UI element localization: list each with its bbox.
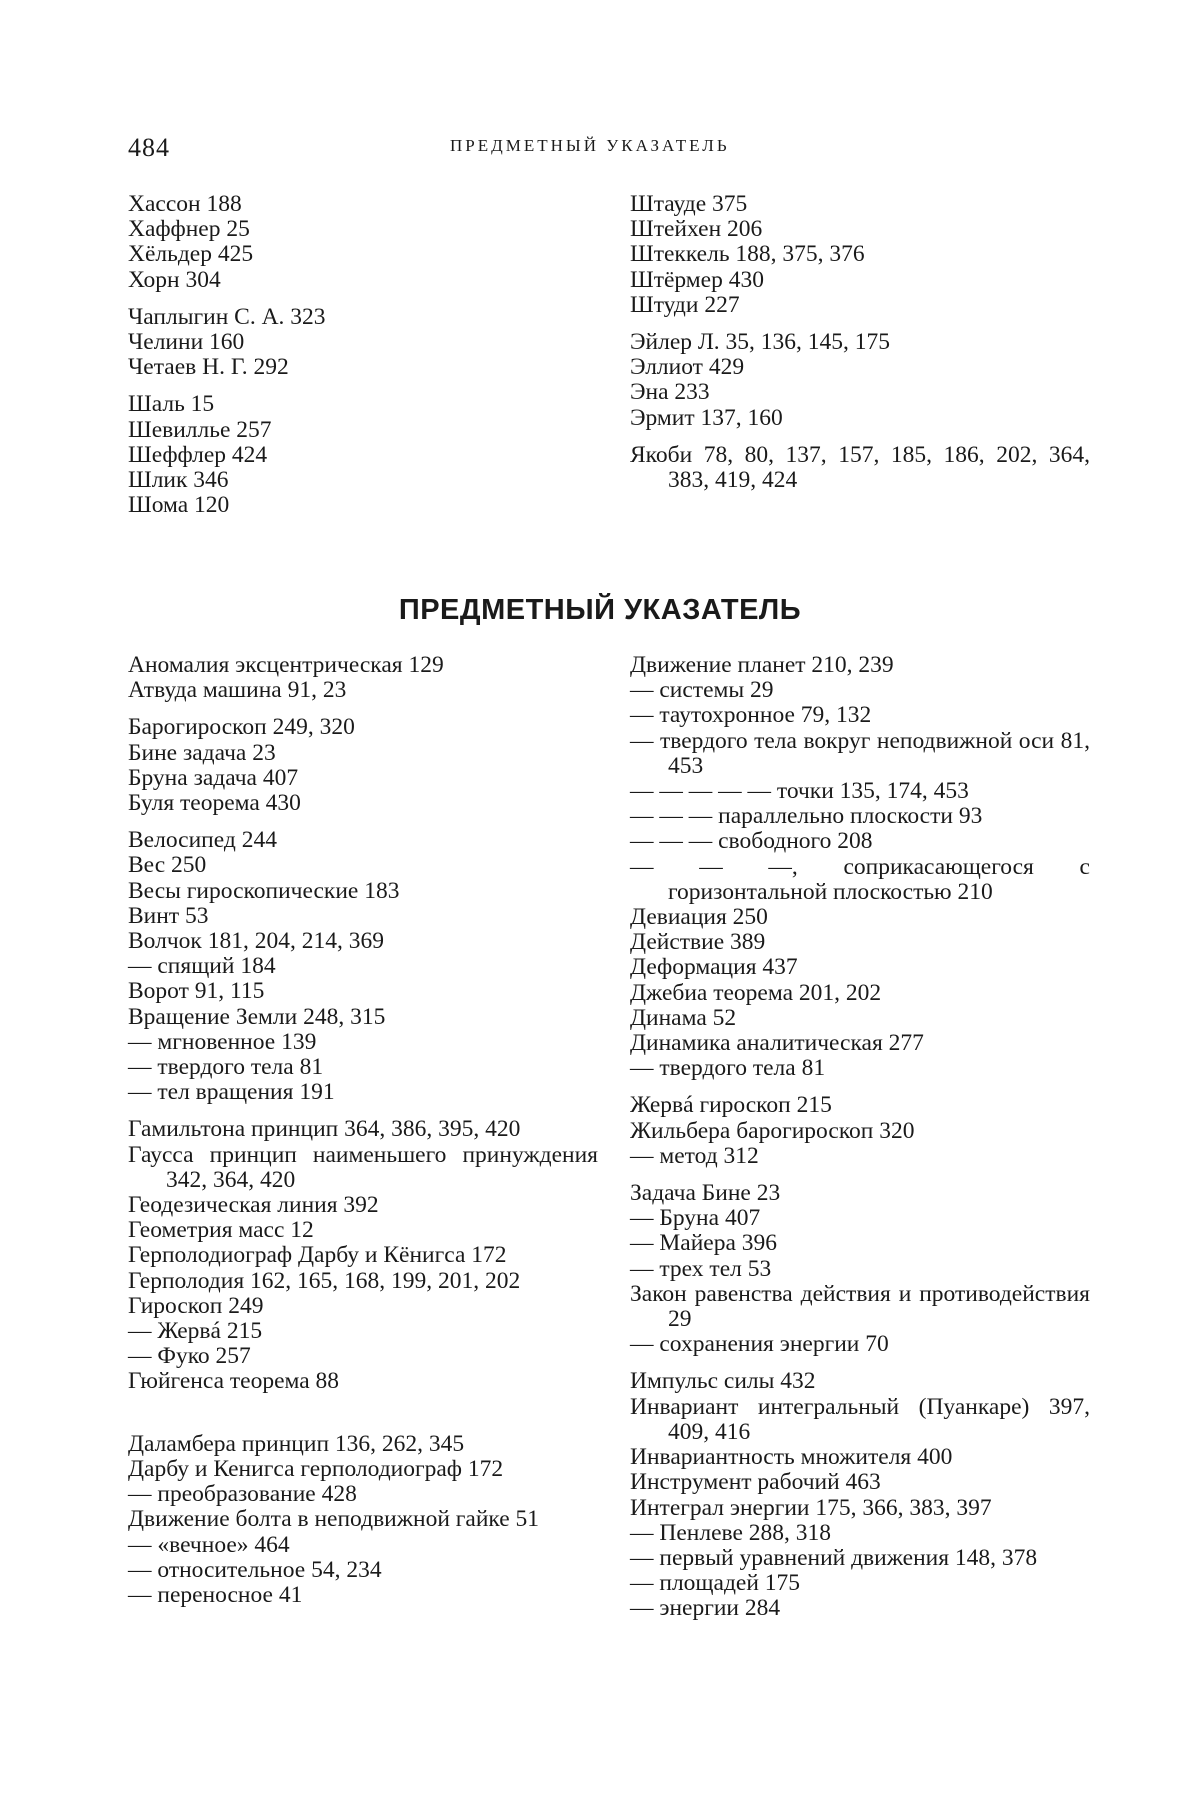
page-number: 484 <box>128 133 170 162</box>
index-entry: Геометрия масс 12 <box>128 1217 314 1244</box>
index-entry: Аномалия эксцентрическая 129 <box>128 652 444 678</box>
index-entry: Инвариант интегральный (Пуанкаре) 397, 409, 416 <box>630 1393 1090 1445</box>
index-entry: Штуди 227 <box>630 291 740 318</box>
index-entry: Весы гироскопические 183 <box>128 877 400 904</box>
index-entry: Штауде 375 <box>630 191 748 217</box>
index-entry: — системы 29 <box>630 677 774 704</box>
index-entry: Шлик 346 <box>128 467 229 494</box>
index-entry: — метод 312 <box>630 1142 759 1169</box>
index-entry: Волчок 181, 204, 214, 369 <box>128 928 384 955</box>
index-group <box>630 330 1090 431</box>
index-entry: Эллиот 429 <box>630 354 745 381</box>
index-entry: Движение планет 210, 239 <box>630 652 894 678</box>
index-entry: — Майера 396 <box>630 1230 778 1257</box>
index-entry: — твердого тела вокруг неподвижной оси 81, 453 <box>630 727 1090 779</box>
index-entry: Закон равенства действия и противодействия 29 <box>630 1280 1090 1333</box>
index-entry: — таутохронное 79, 132 <box>630 702 872 729</box>
index-entry: Челини 160 <box>128 329 245 356</box>
index-entry: Геодезическая линия 392 <box>128 1192 379 1219</box>
index-entry: — Пенлеве 288, 318 <box>630 1519 832 1546</box>
index-group <box>630 443 1090 493</box>
index-entry: — Фуко 257 <box>128 1343 251 1370</box>
index-entry: Бине задача 23 <box>128 739 276 766</box>
index-entry: Эйлер Л. 35, 136, 145, 175 <box>630 329 891 356</box>
index-entry: Герполодиограф Дарбу и Кёнигса 172 <box>128 1242 507 1269</box>
index-entry: — — — параллельно плоскости 93 <box>630 803 983 830</box>
index-entry: — спящий 184 <box>128 953 276 980</box>
index-entry: Жильбера барогироскоп 320 <box>630 1117 915 1144</box>
index-group <box>128 828 598 1105</box>
index-entry: Атвуда машина 91, 23 <box>128 677 347 704</box>
index-entry: — Бруна 407 <box>630 1205 761 1232</box>
index-entry: Штейхен 206 <box>630 216 763 243</box>
index-entry: Хорн 304 <box>128 266 221 293</box>
index-entry: Штёрмер 430 <box>630 266 764 293</box>
index-entry: Жервá гироскоп 215 <box>630 1092 832 1119</box>
index-entry: — первый уравнений движения 148, 378 <box>630 1544 1038 1571</box>
index-entry: — — —, соприкасающегося с горизонтальной плоскостью 210 <box>630 853 1090 905</box>
subject-index-right-column <box>630 653 1090 1622</box>
index-entry: Гамильтона принцип 364, 386, 395, 420 <box>128 1116 521 1143</box>
index-entry: Шаль 15 <box>128 391 215 418</box>
index-group <box>630 1181 1090 1357</box>
index-entry: — относительное 54, 234 <box>128 1556 382 1583</box>
index-entry: — тел вращения 191 <box>128 1079 335 1106</box>
index-entry: Гироскоп 249 <box>128 1292 264 1319</box>
index-group <box>630 192 1090 318</box>
index-entry: Движение болта в неподвижной гайке 51 <box>128 1506 540 1533</box>
index-group <box>630 653 1090 1081</box>
index-entry: Импульс силы 432 <box>630 1368 816 1395</box>
index-entry: Интеграл энергии 175, 366, 383, 397 <box>630 1494 992 1521</box>
index-entry: — мгновенное 139 <box>128 1028 317 1055</box>
index-entry: Динамика аналитическая 277 <box>630 1030 924 1057</box>
index-entry: Динама 52 <box>630 1004 737 1031</box>
index-entry: Штеккель 188, 375, 376 <box>630 241 865 268</box>
index-entry: Вес 250 <box>128 852 207 879</box>
index-entry: — сохранения энергии 70 <box>630 1331 889 1358</box>
index-entry: Даламбера принцип 136, 262, 345 <box>128 1430 465 1457</box>
index-entry: Чаплыгин С. А. 323 <box>128 303 326 330</box>
index-entry: Буля теорема 430 <box>128 790 301 817</box>
index-entry: Шома 120 <box>128 492 230 519</box>
index-entry: Велосипед 244 <box>128 827 277 854</box>
index-entry: Девиация 250 <box>630 904 768 931</box>
subject-index-left-column <box>128 653 598 1608</box>
index-entry: Гюйгенса теорема 88 <box>128 1368 340 1395</box>
index-entry: — энергии 284 <box>630 1595 781 1622</box>
index-entry: Эрмит 137, 160 <box>630 404 783 431</box>
index-entry: Хёльдер 425 <box>128 241 254 268</box>
index-group <box>128 715 598 816</box>
index-entry: Вращение Земли 248, 315 <box>128 1003 386 1030</box>
index-group <box>128 305 508 381</box>
index-entry: — переносное 41 <box>128 1581 303 1608</box>
index-entry: — преобразование 428 <box>128 1481 357 1508</box>
index-entry: Шевиллье 257 <box>128 416 272 443</box>
index-group <box>128 1432 598 1608</box>
index-entry: Хассон 188 <box>128 191 242 217</box>
index-entry: Гаусса принцип наименьшего принуждения 342, 364, 420 <box>128 1141 598 1193</box>
index-entry: Якоби 78, 80, 137, 157, 185, 186, 202, 364, 383, 419, 424 <box>630 441 1090 494</box>
index-entry: Деформация 437 <box>630 954 798 981</box>
index-entry: Эна 233 <box>630 379 710 406</box>
name-index-left-column <box>128 192 508 518</box>
index-entry: — — — свободного 208 <box>630 828 873 855</box>
index-group <box>630 1369 1090 1621</box>
index-entry: Действие 389 <box>630 929 766 956</box>
index-entry: — твердого тела 81 <box>630 1055 826 1082</box>
index-entry: Винт 53 <box>128 902 209 929</box>
index-entry: — твердого тела 81 <box>128 1054 324 1081</box>
index-entry: Четаев Н. Г. 292 <box>128 354 289 381</box>
index-entry: — — — — — точки 135, 174, 453 <box>630 778 969 805</box>
index-group <box>128 392 508 518</box>
index-group <box>128 1117 598 1394</box>
index-entry: Хаффнер 25 <box>128 216 250 243</box>
index-entry: — трех тел 53 <box>630 1255 772 1282</box>
index-group <box>128 653 598 703</box>
index-entry: Дарбу и Кенигса герполодиограф 172 <box>128 1455 504 1482</box>
index-entry: Шеффлер 424 <box>128 441 268 468</box>
section-title: ПРЕДМЕТНЫЙ УКАЗАТЕЛЬ <box>398 594 802 626</box>
index-entry: Инструмент рабочий 463 <box>630 1469 881 1496</box>
index-group <box>128 192 508 293</box>
index-entry: Барогироскоп 249, 320 <box>128 714 355 741</box>
index-entry: Инвариантность множителя 400 <box>630 1444 953 1471</box>
index-entry: Бруна задача 407 <box>128 764 299 791</box>
index-entry: — площадей 175 <box>630 1570 801 1597</box>
index-entry: — «вечное» 464 <box>128 1531 290 1558</box>
name-index-right-column <box>630 192 1090 493</box>
index-entry: Герполодия 162, 165, 168, 199, 201, 202 <box>128 1267 521 1294</box>
index-entry: Ворот 91, 115 <box>128 978 265 1005</box>
running-head: ПРЕДМЕТНЫЙ УКАЗАТЕЛЬ <box>450 136 730 155</box>
index-group <box>630 1093 1090 1169</box>
index-entry: Джебиа теорема 201, 202 <box>630 979 882 1006</box>
index-entry: Задача Бине 23 <box>630 1180 781 1207</box>
index-entry: — Жервá 215 <box>128 1318 263 1345</box>
